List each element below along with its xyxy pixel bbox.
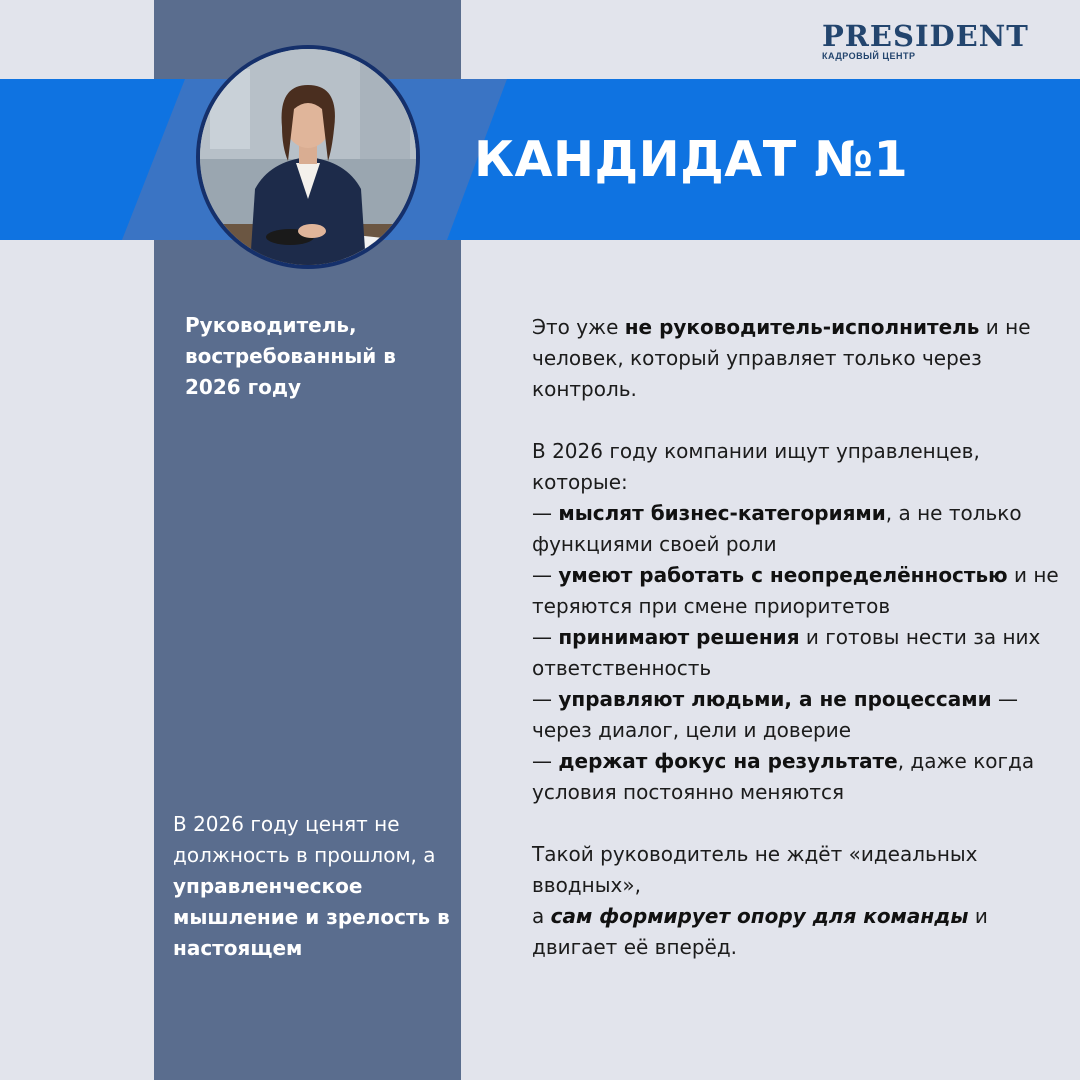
list-dash: — bbox=[532, 625, 559, 649]
side-heading: Руководитель, востребованный в 2026 году bbox=[185, 313, 396, 399]
intro-emphasis: не руководитель-исполнитель bbox=[624, 315, 980, 339]
list-item-text: , даже когда условия постоянно меняются bbox=[532, 749, 1035, 804]
intro-text-end: и не человек, который управляет только через контроль. bbox=[532, 315, 1031, 401]
list-item-emphasis: мыслят бизнес-категориями bbox=[558, 501, 886, 525]
intro-text-start: Это уже bbox=[532, 315, 625, 339]
list-item bbox=[532, 622, 1062, 684]
list-item-text: и не теряются при смене приоритетов bbox=[532, 563, 1059, 618]
list-item-emphasis: принимают решения bbox=[558, 625, 800, 649]
list-dash: — bbox=[532, 749, 559, 773]
list-item-emphasis: держат фокус на результате bbox=[558, 749, 898, 773]
business-woman-portrait-icon bbox=[200, 49, 416, 265]
list-intro: В 2026 году компании ищут управленцев, которые: bbox=[532, 439, 980, 494]
side-note-text: В 2026 году ценят не должность в прошлом, а bbox=[173, 812, 436, 867]
list-item-text: и готовы нести за них ответственность bbox=[532, 625, 1041, 680]
outro-line: Такой руководитель не ждёт «идеальных вводных», bbox=[532, 842, 978, 897]
outro-emphasis: сам формирует опору для команды bbox=[550, 904, 969, 928]
list-item bbox=[532, 498, 1062, 560]
side-note bbox=[173, 809, 458, 964]
logo-subtitle: КАДРОВЫЙ ЦЕНТР bbox=[822, 51, 916, 61]
list-item-text: — через диалог, цели и доверие bbox=[532, 687, 1018, 742]
list-item bbox=[532, 684, 1062, 746]
list-item-emphasis: умеют работать с неопределённостью bbox=[558, 563, 1008, 587]
side-note-emphasis: управленческое мышление и зрелость в настоящем bbox=[173, 874, 450, 960]
list-item-text: , а не только функциями своей роли bbox=[532, 501, 1022, 556]
logo-wordmark: PRESIDENT bbox=[822, 19, 1029, 53]
main-text bbox=[532, 312, 1062, 963]
list-dash: — bbox=[532, 687, 559, 711]
intro-paragraph bbox=[532, 312, 1062, 405]
outro-text-start: а bbox=[532, 904, 551, 928]
avatar bbox=[196, 45, 420, 269]
list-item-emphasis: управляют людьми, а не процессами bbox=[558, 687, 992, 711]
list-dash: — bbox=[532, 501, 559, 525]
company-logo[interactable] bbox=[822, 18, 1047, 61]
list-item bbox=[532, 560, 1062, 622]
list-item bbox=[532, 746, 1062, 808]
list-dash: — bbox=[532, 563, 559, 587]
page-title: КАНДИДАТ №1 bbox=[474, 131, 909, 188]
outro-text-end: и двигает её вперёд. bbox=[532, 904, 988, 959]
outro-paragraph bbox=[532, 901, 1062, 963]
